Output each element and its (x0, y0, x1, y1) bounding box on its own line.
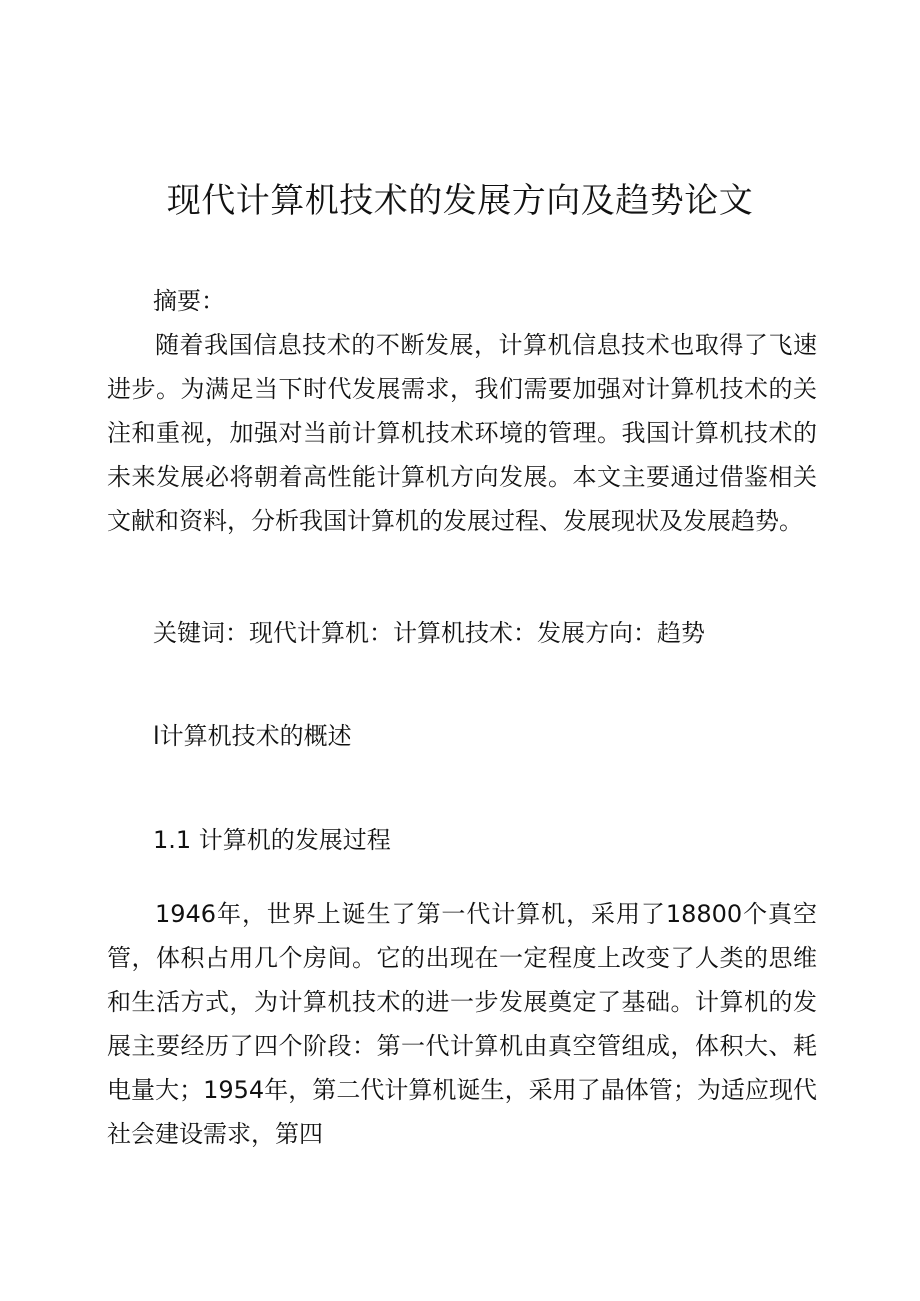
section-1-1-paragraph: 1946年，世界上诞生了第一代计算机，采用了18800个真空管，体积占用几个房间。它的出现在一定程度上改变了人类的思维和生活方式，为计算机技术的进一步发展奠定了基础。计算机的发展主要经历了四个阶段：第一代计算机由真空管组成，体积大、耗电量大；1954年，第二代计算机诞生，采用了晶体管；为适应现代社会建设需求，第四 (107, 900, 817, 1148)
keywords-line: 关键词：现代计算机：计算机技术：发展方向：趋势 (153, 619, 705, 647)
document-title: 现代计算机技术的发展方向及趋势论文 (166, 181, 754, 221)
abstract-label: 摘要： (153, 287, 225, 315)
section-1-1-heading: 1.1 计算机的发展过程 (153, 826, 391, 854)
abstract-paragraph: 随着我国信息技术的不断发展，计算机信息技术也取得了飞速进步。为满足当下时代发展需求，我们需要加强对计算机技术的关注和重视，加强对当前计算机技术环境的管理。我国计算机技术的未来发展必将朝着高性能计算机方向发展。本文主要通过借鉴相关文献和资料，分析我国计算机的发展过程、发展现状及发展趋势。 (107, 331, 817, 535)
section-1-heading: l计算机技术的概述 (153, 722, 352, 750)
